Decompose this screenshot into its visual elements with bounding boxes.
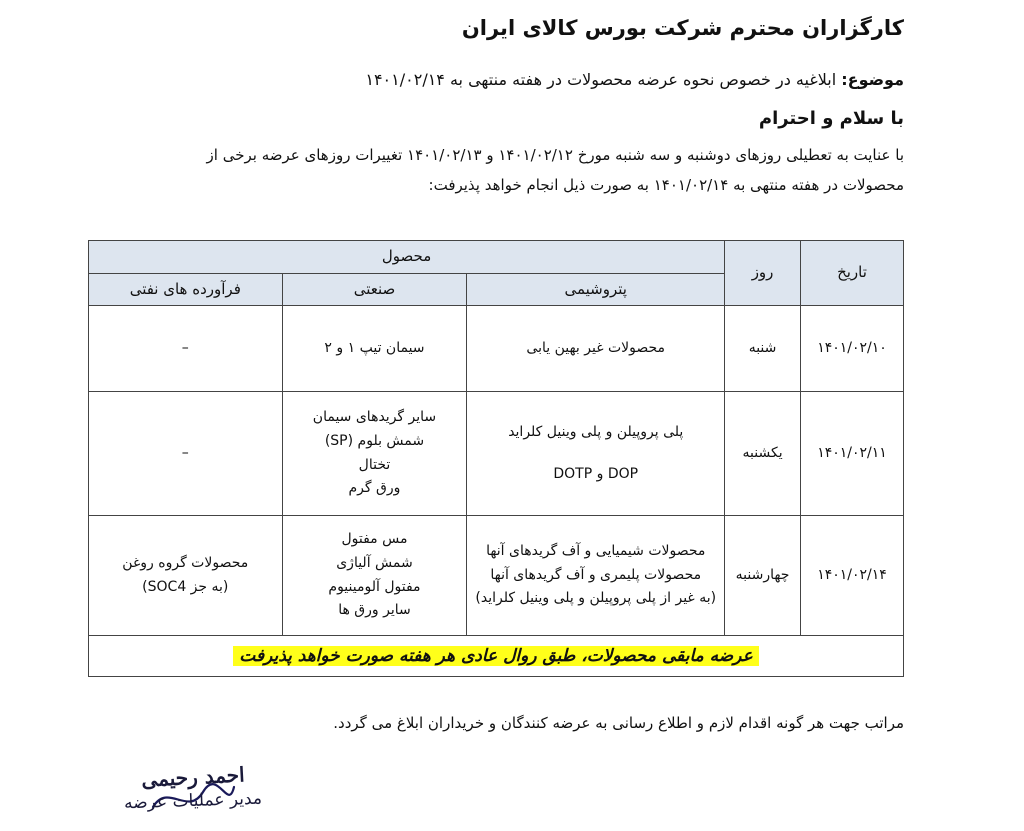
cell-line: محصولات غیر بهین یابی — [526, 339, 666, 356]
table-header-row — [89, 241, 904, 274]
body-line-2: محصولات در هفته منتهی به ۱۴۰۱/۰۲/۱۴ به صورت ذیل انجام خواهد پذیرفت: — [428, 176, 904, 194]
row-oil — [89, 516, 283, 636]
cell-line: تختال — [358, 456, 391, 473]
footer-note-cell — [89, 636, 904, 677]
cell-line: محصولات گروه روغن — [122, 554, 249, 571]
table-row — [89, 392, 904, 516]
row-industrial — [282, 516, 467, 636]
header-oil: فرآورده های نفتی — [89, 273, 283, 306]
cell-line: شمش آلیاژی — [336, 554, 413, 571]
table-row — [89, 516, 904, 636]
row-day: چهارشنبه — [725, 516, 801, 636]
cell-line: (به جز SOC4) — [142, 578, 229, 595]
cell-spacer — [471, 445, 720, 463]
footer-note: عرضه مابقی محصولات، طبق روال عادی هر هفته صورت خواهد پذیرفت — [233, 646, 758, 666]
cell-line: مفتول آلومینیوم — [328, 578, 421, 595]
cell-line: محصولات شیمیایی و آف گریدهای آنها — [486, 542, 706, 559]
subject-label: موضوع: — [841, 70, 904, 89]
signature-block — [118, 762, 268, 814]
header-product: محصول — [89, 241, 725, 274]
cell-line: مس مفتول — [341, 530, 408, 547]
cell-line: (به غیر از پلی پروپیلن و پلی وینیل کلراید) — [475, 590, 717, 607]
cell-line: – — [181, 444, 189, 461]
row-day: شنبه — [725, 306, 801, 392]
row-date: ۱۴۰۱/۰۲/۱۰ — [801, 306, 904, 392]
header-date: تاریخ — [801, 241, 904, 306]
subject-text: ابلاغیه در خصوص نحوه عرضه محصولات در هفته منتهی به ۱۴۰۱/۰۲/۱۴ — [365, 70, 842, 89]
cell-line: DOP و DOTP — [553, 465, 639, 482]
row-date: ۱۴۰۱/۰۲/۱۱ — [801, 392, 904, 516]
row-petrochemical — [467, 516, 725, 636]
row-petrochemical — [467, 392, 725, 516]
cell-line: – — [181, 339, 189, 356]
body-line-1: با عنایت به تعطیلی روزهای دوشنبه و سه شنبه مورخ ۱۴۰۱/۰۲/۱۲ و ۱۴۰۱/۰۲/۱۳ تغییرات روزهای عرضه برخی از — [206, 146, 904, 164]
header-petrochemical: پتروشیمی — [467, 273, 725, 306]
cell-line: ورق گرم — [348, 480, 401, 497]
row-date: ۱۴۰۱/۰۲/۱۴ — [801, 516, 904, 636]
letter-title: کارگزاران محترم شرکت بورس کالای ایران — [461, 16, 904, 40]
row-oil — [89, 392, 283, 516]
greeting: با سلام و احترام — [758, 108, 904, 129]
cell-line: شمش بلوم (SP) — [324, 432, 425, 449]
cell-line: سایر گریدهای سیمان — [312, 408, 437, 425]
cell-line: پلی پروپیلن و پلی وینیل کلراید — [508, 423, 684, 440]
row-petrochemical — [467, 306, 725, 392]
subject-line — [365, 70, 904, 89]
cell-line: سیمان تیپ ۱ و ۲ — [324, 339, 425, 356]
cell-line: محصولات پلیمری و آف گریدهای آنها — [490, 566, 702, 583]
header-industrial: صنعتی — [282, 273, 467, 306]
row-industrial — [282, 392, 467, 516]
header-day: روز — [725, 241, 801, 306]
row-day: یکشنبه — [725, 392, 801, 516]
signature-title: مدیر عملیات عرضه — [123, 788, 263, 814]
offer-schedule-table — [88, 240, 904, 677]
row-oil — [89, 306, 283, 392]
row-industrial — [282, 306, 467, 392]
table-footer-row — [89, 636, 904, 677]
closing-text: مراتب جهت هر گونه اقدام لازم و اطلاع رسانی به عرضه کنندگان و خریداران ابلاغ می گردد. — [333, 714, 904, 732]
table-row — [89, 306, 904, 392]
signature-name: احمد رحیمی — [140, 762, 246, 792]
cell-line: سایر ورق ها — [338, 602, 411, 619]
